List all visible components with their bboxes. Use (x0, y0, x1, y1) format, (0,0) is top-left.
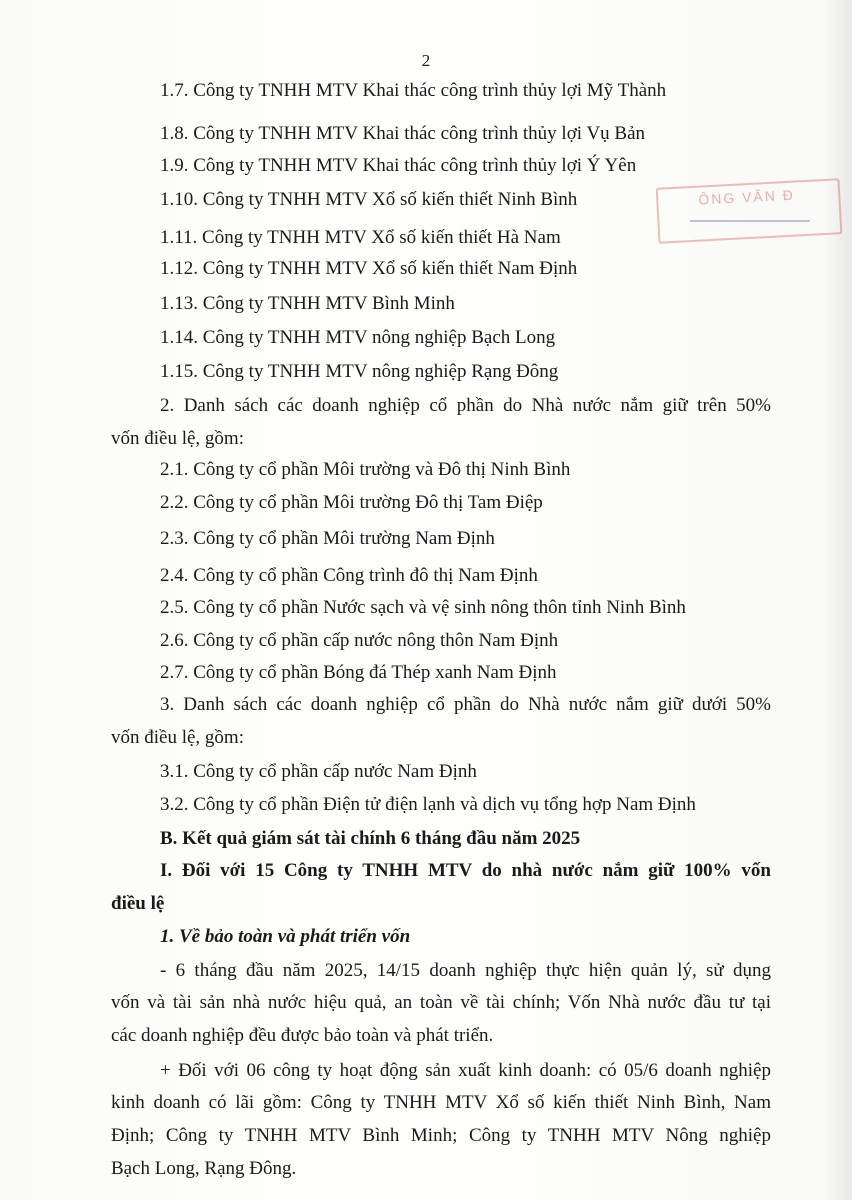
subsection-heading: 1. Về bảo toàn và phát triển vốn (160, 926, 411, 947)
part-i-heading-cont: điều lệ (111, 893, 165, 914)
page-number: 2 (421, 51, 431, 70)
list-item: 1.13. Công ty TNHH MTV Bình Minh (160, 293, 455, 314)
list-item: 1.11. Công ty TNHH MTV Xổ số kiến thiết Hà Nam (160, 227, 561, 248)
list-item: 2.2. Công ty cổ phần Môi trường Đô thị Tam Điệp (160, 492, 543, 513)
paragraph-line: vốn và tài sản nhà nước hiệu quả, an toàn về tài chính; Vốn Nhà nước đầu tư tại (111, 992, 771, 1013)
list-item: 1.14. Công ty TNHH MTV nông nghiệp Bạch Long (160, 327, 556, 348)
list-item: 3.2. Công ty cổ phần Điện tử điện lạnh và dịch vụ tổng hợp Nam Định (160, 794, 696, 815)
list-item: 1.12. Công ty TNHH MTV Xổ số kiến thiết Nam Định (160, 258, 578, 279)
section-heading-line (111, 693, 771, 717)
paragraph-line: - 6 tháng đầu năm 2025, 14/15 doanh nghiệp thực hiện quản lý, sử dụng (160, 960, 771, 981)
list-item: 2.3. Công ty cổ phần Môi trường Nam Định (160, 528, 495, 549)
handwritten-signature (690, 196, 810, 222)
list-item: 2.6. Công ty cổ phần cấp nước nông thôn Nam Định (160, 630, 559, 651)
part-b-heading: B. Kết quả giám sát tài chính 6 tháng đầu năm 2025 (160, 828, 581, 849)
paragraph-line: + Đối với 06 công ty hoạt động sản xuất kinh doanh: có 05/6 doanh nghiệp (160, 1060, 771, 1081)
paragraph-line: kinh doanh có lãi gồm: Công ty TNHH MTV Xổ số kiến thiết Ninh Bình, Nam (111, 1092, 771, 1113)
list-item: 3.1. Công ty cổ phần cấp nước Nam Định (160, 761, 477, 782)
paragraph-line: Bạch Long, Rạng Đông. (111, 1158, 297, 1179)
part-i-heading: I. Đối với 15 Công ty TNHH MTV do nhà nước nắm giữ 100% vốn (160, 860, 771, 881)
section-3-heading: 3. Danh sách các doanh nghiệp cổ phần do Nhà nước nắm giữ dưới 50% (160, 694, 771, 715)
section-2-heading-cont: vốn điều lệ, gồm: (111, 428, 244, 449)
list-item: 2.4. Công ty cổ phần Công trình đô thị Nam Định (160, 565, 538, 586)
paragraph-line: Định; Công ty TNHH MTV Bình Minh; Công ty TNHH MTV Nông nghiệp (111, 1125, 771, 1146)
stamp-text: ÔNG VĂN Đ (697, 186, 796, 208)
list-item: 1.7. Công ty TNHH MTV Khai thác công trình thủy lợi Mỹ Thành (160, 80, 667, 101)
list-item: 2.1. Công ty cổ phần Môi trường và Đô thị Ninh Bình (160, 459, 571, 480)
section-3-heading-cont: vốn điều lệ, gồm: (111, 727, 244, 748)
list-item: 2.7. Công ty cổ phần Bóng đá Thép xanh Nam Định (160, 662, 557, 683)
list-item: 2.5. Công ty cổ phần Nước sạch và vệ sinh nông thôn tỉnh Ninh Bình (160, 597, 686, 618)
list-item: 1.10. Công ty TNHH MTV Xổ số kiến thiết Ninh Bình (160, 189, 578, 210)
list-item: 1.8. Công ty TNHH MTV Khai thác công trình thủy lợi Vụ Bản (160, 123, 646, 144)
list-item: 1.15. Công ty TNHH MTV nông nghiệp Rạng Đông (160, 361, 559, 382)
list-item: 1.9. Công ty TNHH MTV Khai thác công trình thủy lợi Ý Yên (160, 155, 637, 176)
paragraph-line: các doanh nghiệp đều được bảo toàn và phát triển. (111, 1025, 494, 1046)
section-heading-line (111, 394, 771, 418)
section-2-heading: 2. Danh sách các doanh nghiệp cổ phần do Nhà nước nắm giữ trên 50% (160, 395, 771, 416)
